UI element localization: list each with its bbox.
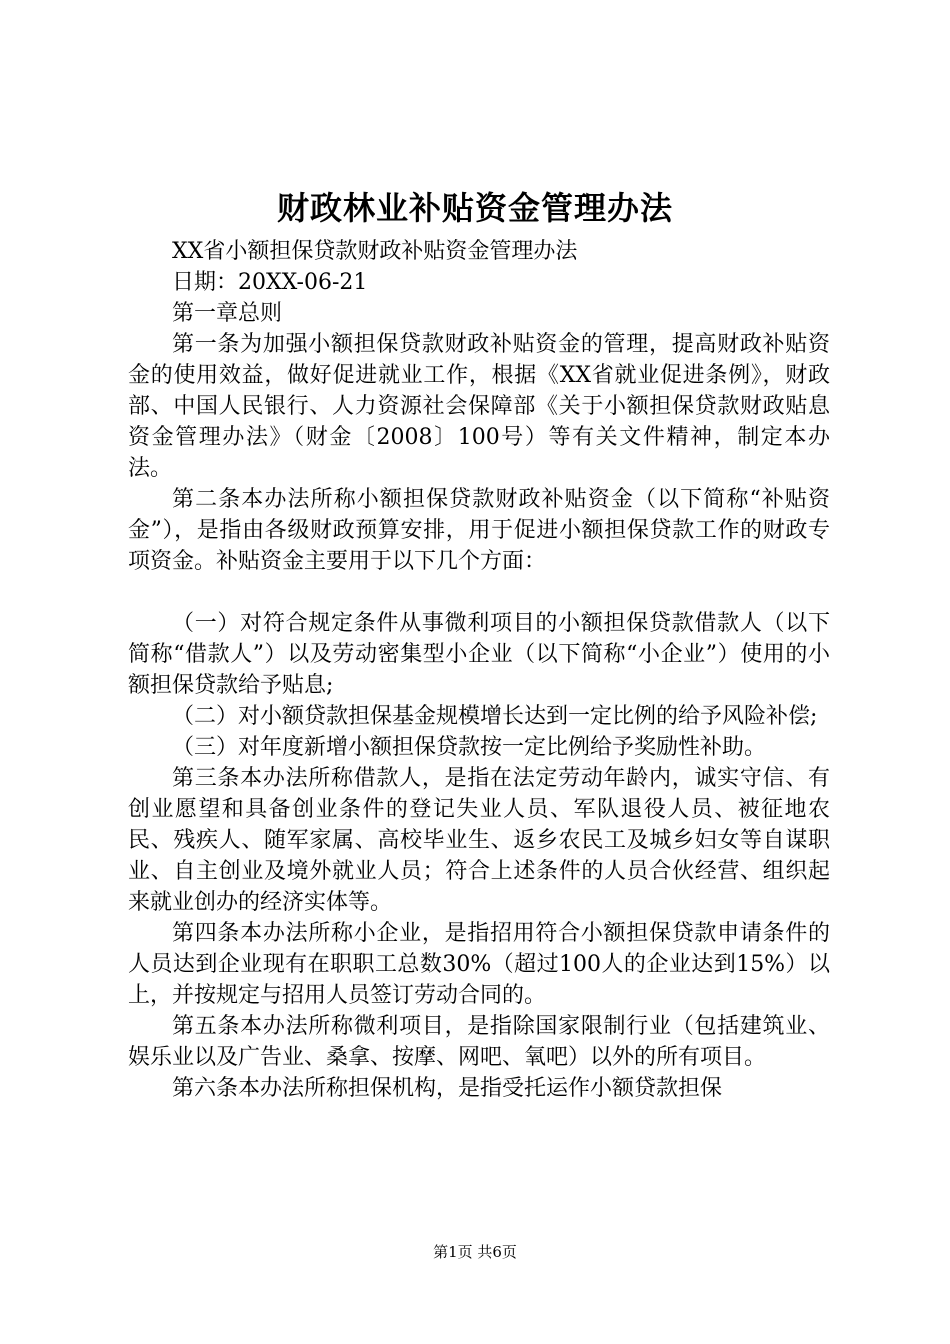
paragraph-article-4: 第四条本办法所称小企业，是指招用符合小额担保贷款申请条件的人员达到企业现有在职职工总数30%（超过100人的企业达到15%）以上，并按规定与招用人员签订劳动合同的。 — [128, 921, 830, 1008]
page-footer: 第1页 共6页 — [433, 1243, 517, 1261]
chapter-heading: 第一章总则 — [172, 301, 283, 326]
paragraph-article-6: 第六条本办法所称担保机构，是指受托运作小额贷款担保 — [172, 1076, 723, 1101]
paragraph-item-1: （一）对符合规定条件从事微利项目的小额担保贷款借款人（以下简称“借款人”）以及劳动密集型小企业（以下简称“小企业”）使用的小额担保贷款给予贴息; — [128, 611, 830, 698]
paragraph-article-2: 第二条本办法所称小额担保贷款财政补贴资金（以下简称“补贴资金”），是指由各级财政预算安排，用于促进小额担保贷款工作的财政专项资金。补贴资金主要用于以下几个方面： — [128, 487, 830, 574]
paragraph-item-2: （二）对小额贷款担保基金规模增长达到一定比例的给予风险补偿; — [172, 704, 818, 729]
document-title: 财政林业补贴资金管理办法 — [276, 189, 673, 227]
paragraph-article-1: 第一条为加强小额担保贷款财政补贴资金的管理，提高财政补贴资金的使用效益，做好促进就业工作，根据《XX省就业促进条例》，财政部、中国人民银行、人力资源社会保障部《关于小额担保贷款财政贴息资金管理办法》（财金〔2008〕100号）等有关文件精神，制定本办法。 — [128, 332, 830, 481]
paragraph-item-3: （三）对年度新增小额担保贷款按一定比例给予奖励性补助。 — [172, 735, 767, 760]
document-subtitle: XX省小额担保贷款财政补贴资金管理办法 — [172, 239, 578, 264]
paragraph-article-3: 第三条本办法所称借款人，是指在法定劳动年龄内，诚实守信、有创业愿望和具备创业条件的登记失业人员、军队退役人员、被征地农民、残疾人、随军家属、高校毕业生、返乡农民工及城乡妇女等自谋职业、自主创业及境外就业人员；符合上述条件的人员合伙经营、组织起来就业创办的经济实体等。 — [128, 766, 830, 915]
paragraph-article-5: 第五条本办法所称微利项目，是指除国家限制行业（包括建筑业、娱乐业以及广告业、桑拿、按摩、网吧、氧吧）以外的所有项目。 — [128, 1014, 830, 1070]
document-date: 日期：20XX-06-21 — [172, 270, 368, 295]
document-body — [128, 236, 830, 1104]
